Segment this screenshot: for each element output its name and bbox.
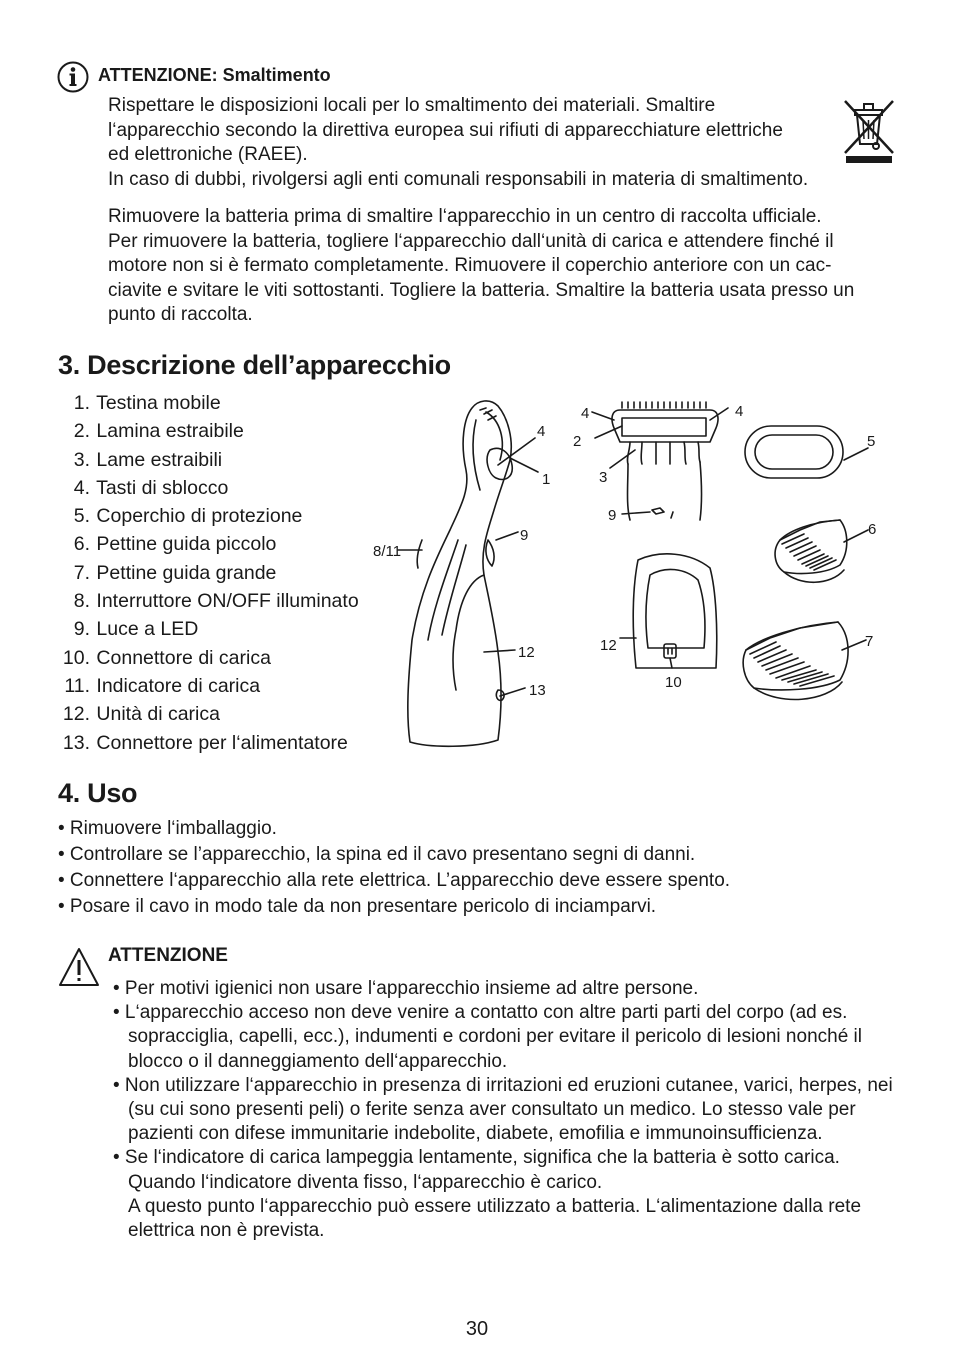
text-line: Rimuovere la batteria prima di smaltire l‘apparecchio in un centro di raccolta ufficiale.	[108, 206, 822, 227]
callout-1: 1	[542, 471, 551, 488]
list-item: A questo punto l‘apparecchio può essere utilizzato a batteria. L‘alimentazione dalla rete elettrica non è prevista.	[128, 1195, 862, 1242]
list-item	[58, 417, 359, 445]
item-number: 12.	[62, 703, 90, 726]
callout-2: 2	[573, 433, 582, 450]
list-item: • Per motivi igienici non usare l‘apparecchio insieme ad altre persone.	[113, 978, 699, 999]
text-line: Rispettare le disposizioni locali per lo smaltimento dei materiali. Smaltire	[108, 95, 716, 116]
callout-12b: 12	[600, 637, 617, 654]
protection-cover-drawing	[745, 426, 843, 478]
list-item: • L‘apparecchio acceso non deve venire a contatto con altre parti parti del corpo (ad es. sopracciglia, capelli, ecc.), indumenti e cordoni per evitare il pericolo di lesioni nonché il blocco o il danneggiamento dell‘apparecchio.	[113, 1002, 862, 1072]
callout-4b: 4	[581, 405, 590, 422]
crossed-out-bin-icon	[841, 98, 897, 164]
text-line: ed elettroniche (RAEE).	[108, 144, 308, 165]
list-item: • Controllare se l’apparecchio, la spina ed il cavo presentano segni di danni.	[58, 844, 696, 865]
item-number: 7.	[73, 561, 90, 584]
text-line: ciavite e svitare le viti sottostanti. Togliere la batteria. Smaltire la batteria usata presso un	[108, 279, 855, 301]
large-comb-drawing	[743, 622, 848, 699]
list-item	[58, 559, 359, 587]
item-label: Unità di carica	[96, 703, 220, 726]
item-label: Pettine guida grande	[96, 561, 277, 584]
callout-5: 5	[867, 433, 876, 450]
text-line: l‘apparecchio secondo la direttiva europea sui rifiuti di apparecchiature elettriche	[108, 119, 783, 141]
item-label: Coperchio di protezione	[96, 505, 303, 528]
text-line: punto di raccolta.	[108, 304, 253, 325]
callout-9b: 9	[608, 507, 617, 524]
item-number: 9.	[73, 618, 90, 641]
list-item: • Rimuovere l‘imballaggio.	[58, 818, 277, 839]
list-item	[58, 615, 359, 643]
item-label: Interruttore ON/OFF illuminato	[96, 590, 359, 613]
callout-8-11: 8/11	[373, 543, 402, 560]
item-label: Lamina estraibile	[96, 420, 244, 443]
callout-9a: 9	[520, 527, 529, 544]
section-3-title: 3. Descrizione dell’apparecchio	[58, 350, 451, 380]
list-item	[58, 672, 359, 700]
callout-10: 10	[665, 674, 682, 691]
item-number: 10.	[62, 646, 90, 669]
disposal-heading: ATTENZIONE: Smaltimento	[98, 65, 331, 85]
list-item	[58, 700, 359, 728]
item-label: Indicatore di carica	[96, 674, 261, 697]
item-number: 4.	[73, 476, 90, 499]
callout-7: 7	[865, 633, 874, 650]
shaver-handle-drawing	[408, 401, 512, 746]
list-item	[58, 729, 359, 757]
parts-list	[58, 389, 359, 757]
callout-4c: 4	[735, 403, 744, 420]
item-number: 2.	[73, 420, 90, 443]
item-label: Luce a LED	[96, 618, 199, 641]
warning-list	[113, 977, 899, 1243]
disposal-paragraph-2	[108, 205, 908, 328]
text-line: Per rimuovere la batteria, togliere l‘apparecchio dall‘unità di carica e attendere finché il	[108, 230, 834, 252]
item-label: Connettore per l‘alimentatore	[96, 731, 348, 754]
item-number: 8.	[73, 590, 90, 613]
item-label: Tasti di sblocco	[96, 476, 229, 499]
callout-13: 13	[529, 682, 546, 699]
list-item: • Se l‘indicatore di carica lampeggia lentamente, significa che la batteria è sotto carica. Quando l‘indicatore diventa fisso, l‘apparecchio è carico.	[113, 1147, 840, 1193]
item-number: 5.	[73, 505, 90, 528]
item-number: 13.	[62, 731, 90, 754]
charging-stand-drawing	[633, 554, 717, 668]
text-line: motore non si è fermato completamente. Rimuovere il coperchio anteriore con un cac-	[108, 255, 832, 276]
callout-3: 3	[599, 469, 608, 486]
callout-6: 6	[868, 521, 877, 538]
item-label: Connettore di carica	[96, 646, 271, 669]
list-item	[58, 502, 359, 530]
item-label: Pettine guida piccolo	[96, 533, 277, 556]
callout-12a: 12	[518, 644, 535, 661]
page-number: 30	[465, 1318, 489, 1340]
list-item	[58, 530, 359, 558]
list-item	[58, 644, 359, 672]
usage-bullets	[58, 816, 730, 920]
list-item: • Posare il cavo in modo tale da non presentare pericolo di inciamparvi.	[58, 896, 657, 917]
list-item	[58, 587, 359, 615]
warning-triangle-icon	[57, 946, 101, 988]
disposal-paragraph-1	[108, 94, 838, 192]
shaving-head-drawing	[612, 402, 718, 520]
item-number: 11.	[64, 674, 90, 697]
list-item: • Non utilizzare l‘apparecchio in presenza di irritazioni ed eruzioni cutanee, varici, herpes, nei (su cui sono presenti peli) o ferite senza aver consultato un medico. Lo stesso vale per pazienti con difese immunitarie indebolite, diabete, emofilia e immunoinsufficienza.	[113, 1074, 893, 1145]
item-number: 1.	[73, 392, 90, 414]
list-item: • Connettere l‘apparecchio alla rete elettrica. L’apparecchio deve essere spento.	[58, 870, 731, 891]
callout-4a: 4	[537, 423, 546, 440]
info-icon	[57, 60, 89, 94]
list-item	[58, 474, 359, 502]
warning-heading: ATTENZIONE	[108, 945, 228, 966]
list-item	[58, 389, 359, 417]
item-number: 6.	[73, 533, 90, 556]
list-item	[58, 446, 359, 474]
text-line: In caso di dubbi, rivolgersi agli enti comunali responsabili in materia di smaltimento.	[108, 168, 809, 190]
item-label: Lame estraibili	[96, 448, 223, 471]
device-diagram	[360, 390, 900, 760]
item-label: Testina mobile	[96, 392, 221, 414]
section-4-title: 4. Uso	[58, 778, 138, 808]
item-number: 3.	[73, 448, 90, 471]
small-comb-drawing	[775, 520, 847, 582]
